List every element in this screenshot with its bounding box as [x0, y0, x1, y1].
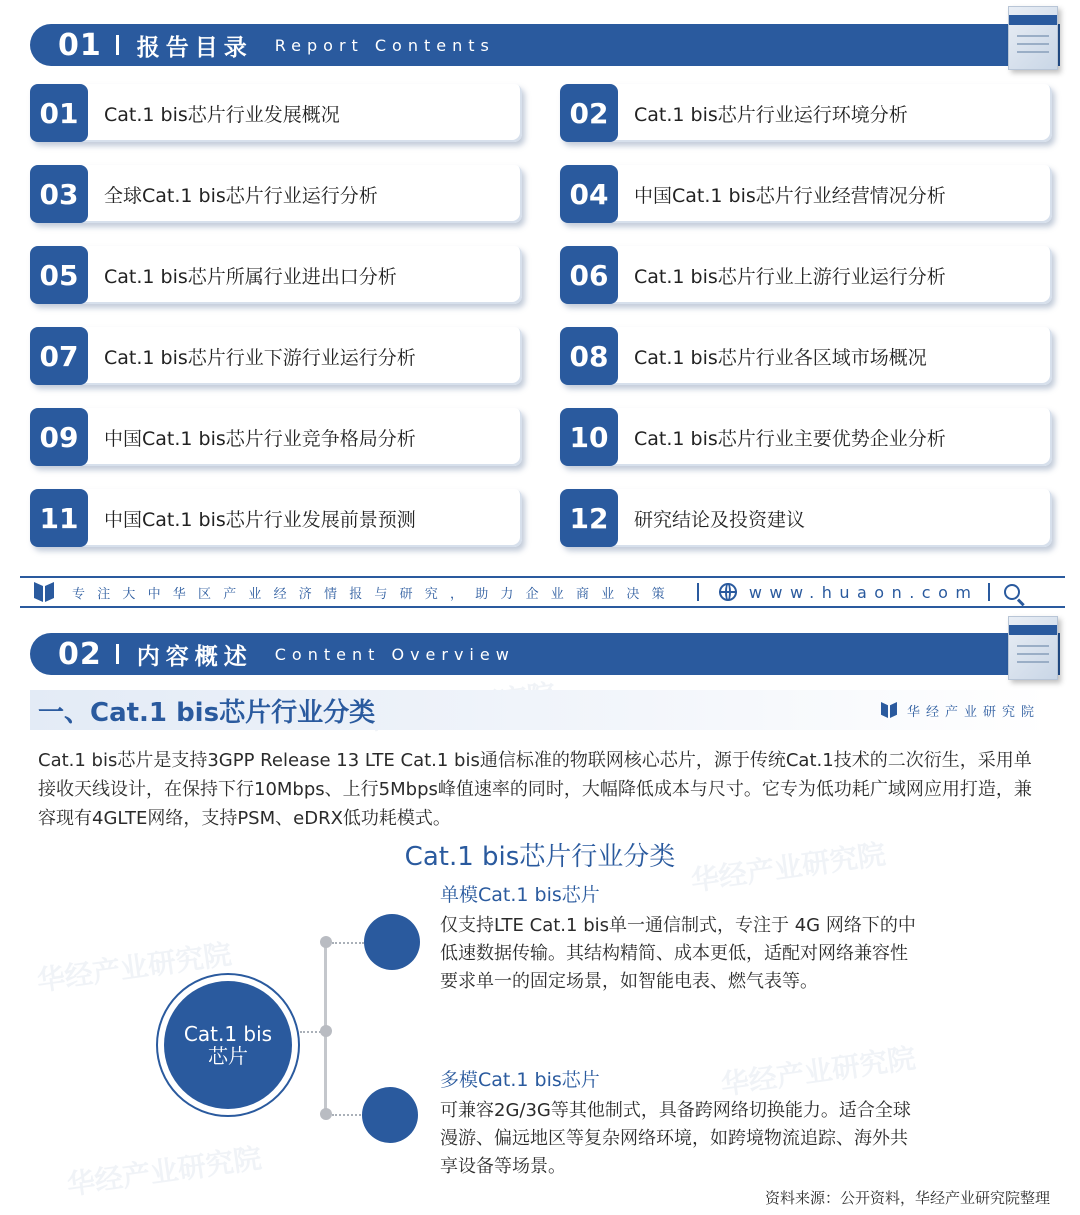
- toc-item[interactable]: [30, 84, 522, 142]
- subheading-title: 一、Cat.1 bis芯片行业分类: [38, 697, 376, 728]
- divider: [116, 35, 119, 55]
- branch-description: 仅支持LTE Cat.1 bis单一通信制式，专注于 4G 网络下的中低速数据传输。其结构精简、成本更低，适配对网络兼容性要求单一的固定场景，如智能电表、燃气表等。: [440, 915, 916, 992]
- toc-label: Cat.1 bis芯片行业上游行业运行分析: [634, 265, 946, 288]
- connector-dot: [320, 1025, 332, 1037]
- brand-label: [881, 701, 1040, 720]
- section-header-contents: [30, 24, 1060, 66]
- toc-number: 05: [30, 246, 88, 304]
- huajing-logo-icon: [881, 702, 899, 718]
- toc-item[interactable]: [30, 408, 522, 466]
- connector-line: [332, 942, 364, 944]
- toc-label: Cat.1 bis芯片行业发展概况: [104, 103, 340, 126]
- huajing-logo-icon: [34, 582, 56, 602]
- toc-number: 08: [560, 327, 618, 385]
- watermark: 华经产业研究院: [688, 837, 888, 898]
- watermark: 华经产业研究院: [64, 1141, 264, 1202]
- toc-number: 09: [30, 408, 88, 466]
- toc-label: Cat.1 bis芯片所属行业进出口分析: [104, 265, 397, 288]
- subheading-bar: [30, 690, 1050, 730]
- divider: [116, 644, 119, 664]
- branch-title: 多模Cat.1 bis芯片: [440, 1069, 600, 1091]
- center-node: [156, 973, 300, 1117]
- toc-item[interactable]: [560, 489, 1052, 547]
- slogan-bar: [20, 576, 1065, 608]
- toc-number: 04: [560, 165, 618, 223]
- toc-label: 全球Cat.1 bis芯片行业运行分析: [104, 184, 378, 207]
- connector-line: [332, 1114, 364, 1116]
- toc-item[interactable]: [560, 84, 1052, 142]
- toc-number: 02: [560, 84, 618, 142]
- divider: [988, 583, 990, 601]
- branch-title: 单模Cat.1 bis芯片: [440, 884, 600, 906]
- toc-label: Cat.1 bis芯片行业各区域市场概况: [634, 346, 927, 369]
- section-title-cn: 内容概述: [136, 643, 253, 670]
- toc-item[interactable]: [560, 246, 1052, 304]
- website-link[interactable]: www.huaon.com: [748, 582, 979, 602]
- brand-name: 华经产业研究院: [906, 704, 1040, 720]
- toc-number: 12: [560, 489, 618, 547]
- branch-description: 可兼容2G/3G等其他制式，具备跨网络切换能力。适合全球漫游、偏远地区等复杂网络环境，如跨境物流追踪、海外共享设备等场景。: [440, 1100, 911, 1177]
- toc-number: 10: [560, 408, 618, 466]
- section-number: 02: [58, 636, 102, 672]
- center-label-line1: Cat.1 bis: [183, 1022, 273, 1046]
- watermark: 华经产业研究院: [34, 937, 234, 998]
- connector-dot: [320, 936, 332, 948]
- toc-label: 研究结论及投资建议: [634, 508, 806, 531]
- source-note: 资料来源：公开资料，华经产业研究院整理: [764, 1189, 1050, 1207]
- toc-item[interactable]: [560, 408, 1052, 466]
- section-title-cn: 报告目录: [136, 34, 253, 61]
- center-label-line2: 芯片: [208, 1044, 248, 1068]
- divider: [697, 583, 699, 601]
- toc-item[interactable]: [30, 165, 522, 223]
- connector-dot: [320, 1108, 332, 1120]
- toc-label: Cat.1 bis芯片行业主要优势企业分析: [634, 427, 946, 450]
- toc-item[interactable]: [30, 246, 522, 304]
- report-cover-icon: [1008, 616, 1058, 680]
- section-number: 01: [58, 27, 102, 63]
- watermark: 华经产业研究院: [718, 1041, 918, 1102]
- toc-item[interactable]: [560, 165, 1052, 223]
- toc-item[interactable]: [30, 327, 522, 385]
- section-title-en: Content Overview: [274, 644, 515, 664]
- globe-icon: [719, 583, 737, 601]
- section-title-en: Report Contents: [274, 35, 495, 55]
- slogan-motto: 专注大中华区产业经济情报与研究，助力企业商业决策: [72, 586, 677, 602]
- search-icon[interactable]: [1004, 584, 1020, 600]
- report-cover-icon: [1008, 6, 1058, 70]
- toc-label: 中国Cat.1 bis芯片行业竞争格局分析: [104, 427, 416, 450]
- toc-number: 07: [30, 327, 88, 385]
- toc-label: Cat.1 bis芯片行业下游行业运行分析: [104, 346, 416, 369]
- branch-node: [364, 914, 420, 970]
- diagram-title: Cat.1 bis芯片行业分类: [404, 842, 676, 872]
- toc-number: 01: [30, 84, 88, 142]
- toc-label: 中国Cat.1 bis芯片行业发展前景预测: [104, 508, 416, 531]
- branch-node: [362, 1087, 418, 1143]
- toc-number: 03: [30, 165, 88, 223]
- toc-label: 中国Cat.1 bis芯片行业经营情况分析: [634, 184, 946, 207]
- intro-paragraph: Cat.1 bis芯片是支持3GPP Release 13 LTE Cat.1 bis通信标准的物联网核心芯片，源于传统Cat.1技术的二次衍生，采用单接收天线设计，在保持下行10Mbps、上行5Mbps峰值速率的同时，大幅降低成本与尺寸。它专为低功耗广域网应用打造，兼容现有4GLTE网络，支持PSM、eDRX低功耗模式。: [38, 750, 1032, 829]
- toc-number: 11: [30, 489, 88, 547]
- toc-item[interactable]: [560, 327, 1052, 385]
- toc-label: Cat.1 bis芯片行业运行环境分析: [634, 103, 908, 126]
- section-header-overview: [30, 633, 1060, 675]
- toc-item[interactable]: [30, 489, 522, 547]
- toc-number: 06: [560, 246, 618, 304]
